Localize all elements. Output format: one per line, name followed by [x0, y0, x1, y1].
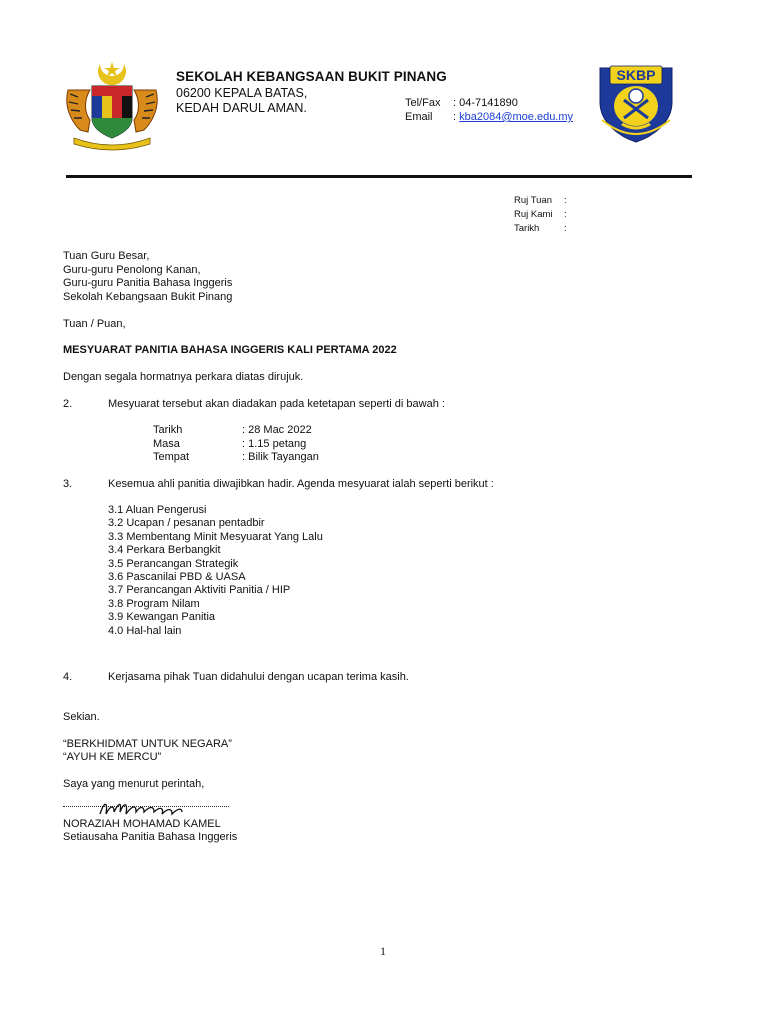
recipient-line: Guru-guru Penolong Kanan, — [63, 264, 201, 276]
agenda-item: 3.6 Pascanilai PBD & UASA — [108, 571, 246, 584]
email-prefix: : — [453, 111, 460, 123]
skbp-school-logo-icon — [594, 62, 678, 144]
agenda-item: 3.8 Program Nilam — [108, 597, 200, 610]
para-2-text: Mesyuarat tersebut akan diadakan pada ketetapan seperti di bawah : — [108, 398, 445, 410]
agenda-item: 3.4 Perkara Berbangkit — [108, 544, 221, 557]
address-line-1: 06200 KEPALA BATAS, — [176, 86, 308, 100]
para-4-number: 4. — [63, 671, 73, 683]
ref-ruj-kami-label: Ruj Kami — [514, 209, 553, 220]
email-row — [405, 111, 573, 123]
agenda-list — [108, 504, 323, 638]
agenda-item: 3.9 Kewangan Panitia — [108, 611, 216, 624]
address-line-2: KEDAH DARUL AMAN. — [176, 101, 307, 115]
agenda-item: 3.2 Ucapan / pesanan pentadbir — [108, 517, 265, 530]
subject-heading: MESYUARAT PANITIA BAHASA INGGERIS KALI PERTAMA 2022 — [63, 344, 397, 356]
detail-masa-label: Masa — [153, 438, 180, 450]
letterhead-divider — [66, 175, 692, 178]
closing-saya: Saya yang menurut perintah, — [63, 778, 205, 790]
detail-tempat-label: Tempat — [153, 451, 190, 463]
motto-line-2: “AYUH KE MERCU” — [63, 751, 162, 763]
page-number: 1 — [380, 944, 386, 958]
agenda-item: 3.1 Aluan Pengerusi — [108, 504, 207, 516]
ref-ruj-tuan: Ruj Tuan : — [514, 195, 567, 206]
detail-tarikh-label: Tarikh — [153, 424, 183, 436]
ref-ruj-tuan-label: Ruj Tuan — [514, 195, 553, 206]
detail-masa-value: : 1.15 petang — [242, 438, 307, 450]
closing-sekian: Sekian. — [63, 711, 100, 723]
agenda-item: 3.7 Perancangan Aktiviti Panitia / HIP — [108, 584, 291, 597]
para-3-text: Kesemua ahli panitia diwajibkan hadir. Agenda mesyuarat ialah seperti berikut : — [108, 478, 494, 490]
detail-tempat-value: : Bilik Tayangan — [242, 451, 319, 463]
opening-sentence: Dengan segala hormatnya perkara diatas dirujuk. — [63, 371, 304, 383]
logo-text: SKBP — [616, 67, 656, 83]
para-2-number: 2. — [63, 398, 73, 410]
signatory-title: Setiausaha Panitia Bahasa Inggeris — [63, 831, 238, 843]
para-4-text: Kerjasama pihak Tuan didahului dengan ucapan terima kasih. — [108, 671, 409, 683]
ref-ruj-kami: Ruj Kami : — [514, 209, 567, 220]
agenda-item: 3.5 Perancangan Strategik — [108, 557, 239, 570]
email-link[interactable]: kba2084@moe.edu.my — [459, 111, 574, 123]
motto-line-1: “BERKHIDMAT UNTUK NEGARA” — [63, 738, 232, 750]
ref-tarikh: Tarikh : — [514, 223, 567, 234]
telfax-label: Tel/Fax — [405, 97, 441, 109]
telfax-row — [405, 97, 518, 109]
recipient-line: Sekolah Kebangsaan Bukit Pinang — [63, 291, 233, 303]
email-label: Email — [405, 111, 433, 123]
recipient-line: Guru-guru Panitia Bahasa Inggeris — [63, 277, 233, 289]
agenda-item: 3.3 Membentang Minit Mesyuarat Yang Lalu — [108, 530, 323, 543]
detail-tarikh-value: : 28 Mac 2022 — [242, 424, 312, 436]
signatory-name: NORAZIAH MOHAMAD KAMEL — [63, 818, 221, 830]
malaysia-coat-of-arms-icon — [62, 60, 162, 152]
recipient-line: Tuan Guru Besar, — [63, 250, 150, 262]
telfax-value: : 04-7141890 — [453, 97, 518, 109]
agenda-item: 4.0 Hal-hal lain — [108, 624, 182, 637]
para-3-number: 3. — [63, 478, 73, 490]
ref-tarikh-label: Tarikh — [514, 223, 540, 234]
school-name: SEKOLAH KEBANGSAAN BUKIT PINANG — [176, 69, 447, 84]
salutation: Tuan / Puan, — [63, 318, 126, 330]
